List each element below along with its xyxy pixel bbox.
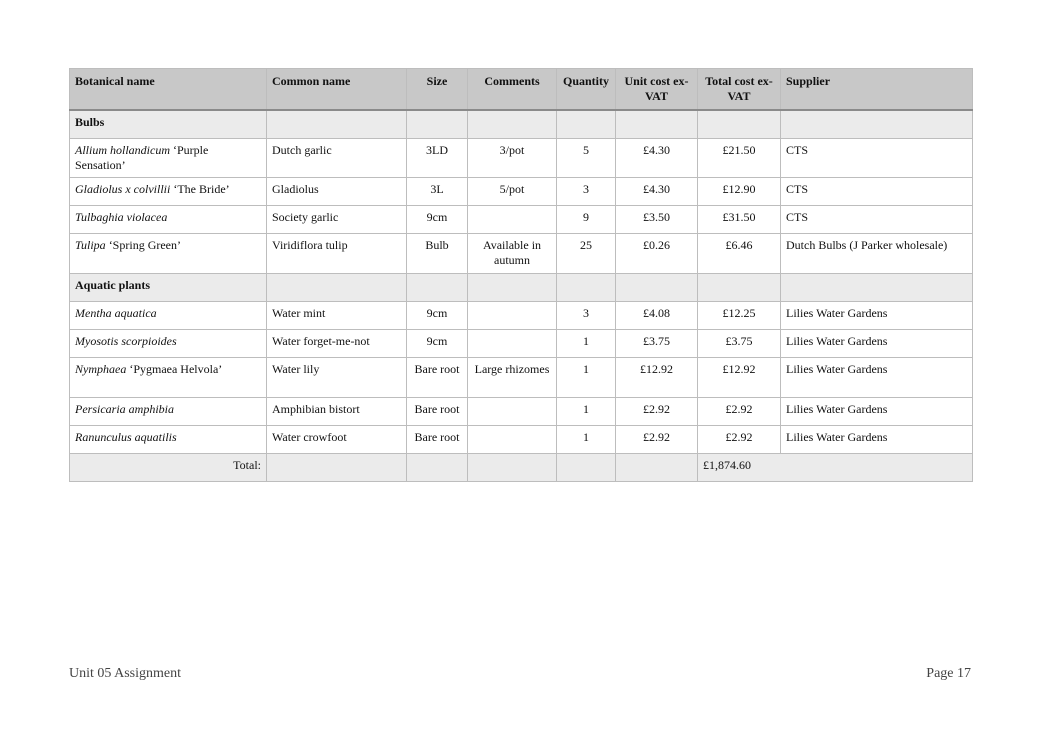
botanical-cultivar: ‘Purple Sensation’ — [75, 143, 209, 172]
section-title: Aquatic plants — [70, 274, 267, 302]
supplier-cell: Lilies Water Gardens — [781, 330, 973, 358]
section-empty-cell — [407, 110, 468, 139]
section-header-row — [70, 110, 973, 139]
section-header-row — [70, 274, 973, 302]
common-name-cell: Amphibian bistort — [267, 398, 407, 426]
col-header-supplier: Supplier — [781, 69, 973, 111]
size-cell: Bare root — [407, 426, 468, 454]
total-cost-cell: £31.50 — [698, 206, 781, 234]
botanical-name-cell — [70, 330, 267, 358]
total-cost-cell: £21.50 — [698, 139, 781, 178]
common-name-cell: Water crowfoot — [267, 426, 407, 454]
botanical-name-cell — [70, 234, 267, 274]
header-row — [70, 69, 973, 111]
total-cost-cell: £12.92 — [698, 358, 781, 398]
botanical-name-cell — [70, 139, 267, 178]
total-empty-cell — [557, 454, 616, 482]
section-empty-cell — [698, 274, 781, 302]
footer-page-number: Page 17 — [926, 666, 971, 681]
total-cost-cell: £6.46 — [698, 234, 781, 274]
section-title: Bulbs — [70, 110, 267, 139]
total-empty-cell — [468, 454, 557, 482]
total-value: £1,874.60 — [698, 454, 973, 482]
size-cell: Bulb — [407, 234, 468, 274]
botanical-cultivar: ‘Spring Green’ — [105, 238, 181, 252]
total-cost-cell: £12.90 — [698, 178, 781, 206]
botanical-name-cell — [70, 398, 267, 426]
quantity-cell: 3 — [557, 178, 616, 206]
table-row — [70, 330, 973, 358]
col-header-size: Size — [407, 69, 468, 111]
unit-cost-cell: £3.50 — [616, 206, 698, 234]
common-name-cell: Water lily — [267, 358, 407, 398]
section-empty-cell — [468, 274, 557, 302]
common-name-cell: Society garlic — [267, 206, 407, 234]
botanical-genus-species: Persicaria amphibia — [75, 402, 174, 416]
col-header-unit-cost: Unit cost ex-VAT — [616, 69, 698, 111]
total-cost-cell: £3.75 — [698, 330, 781, 358]
unit-cost-cell: £4.08 — [616, 302, 698, 330]
section-empty-cell — [267, 274, 407, 302]
comments-cell — [468, 330, 557, 358]
botanical-genus-species: Tulbaghia violacea — [75, 210, 168, 224]
botanical-name-cell — [70, 178, 267, 206]
table-row — [70, 139, 973, 178]
botanical-genus-species: Allium hollandicum — [75, 143, 170, 157]
quantity-cell: 1 — [557, 330, 616, 358]
section-empty-cell — [468, 110, 557, 139]
section-empty-cell — [616, 110, 698, 139]
section-empty-cell — [557, 274, 616, 302]
common-name-cell: Dutch garlic — [267, 139, 407, 178]
comments-cell — [468, 398, 557, 426]
botanical-name-cell — [70, 206, 267, 234]
comments-cell: 3/pot — [468, 139, 557, 178]
table-row — [70, 426, 973, 454]
col-header-comments: Comments — [468, 69, 557, 111]
botanical-genus-species: Tulipa — [75, 238, 106, 252]
size-cell: 9cm — [407, 302, 468, 330]
total-cost-cell: £2.92 — [698, 398, 781, 426]
common-name-cell: Viridiflora tulip — [267, 234, 407, 274]
unit-cost-cell: £0.26 — [616, 234, 698, 274]
supplier-cell: CTS — [781, 206, 973, 234]
total-cost-cell: £2.92 — [698, 426, 781, 454]
supplier-cell: Lilies Water Gardens — [781, 398, 973, 426]
size-cell: 3LD — [407, 139, 468, 178]
section-empty-cell — [267, 110, 407, 139]
size-cell: Bare root — [407, 398, 468, 426]
total-cost-cell: £12.25 — [698, 302, 781, 330]
botanical-genus-species: Gladiolus x colvillii — [75, 182, 171, 196]
size-cell: 3L — [407, 178, 468, 206]
botanical-cultivar: ‘Pygmaea Helvola’ — [126, 362, 223, 376]
table-row — [70, 398, 973, 426]
section-empty-cell — [616, 274, 698, 302]
plant-schedule-table — [69, 68, 973, 482]
botanical-cultivar: ‘The Bride’ — [170, 182, 230, 196]
col-header-total-cost: Total cost ex-VAT — [698, 69, 781, 111]
table-row — [70, 206, 973, 234]
botanical-genus-species: Ranunculus aquatilis — [75, 430, 177, 444]
col-header-botanical-name: Botanical name — [70, 69, 267, 111]
quantity-cell: 5 — [557, 139, 616, 178]
supplier-cell: CTS — [781, 178, 973, 206]
table-row — [70, 302, 973, 330]
comments-cell — [468, 206, 557, 234]
total-empty-cell — [616, 454, 698, 482]
supplier-cell: Lilies Water Gardens — [781, 358, 973, 398]
unit-cost-cell: £4.30 — [616, 178, 698, 206]
unit-cost-cell: £2.92 — [616, 398, 698, 426]
quantity-cell: 1 — [557, 426, 616, 454]
supplier-cell: Lilies Water Gardens — [781, 426, 973, 454]
quantity-cell: 9 — [557, 206, 616, 234]
supplier-cell: Dutch Bulbs (J Parker wholesale) — [781, 234, 973, 274]
botanical-genus-species: Nymphaea — [75, 362, 127, 376]
comments-cell — [468, 302, 557, 330]
unit-cost-cell: £12.92 — [616, 358, 698, 398]
section-empty-cell — [781, 274, 973, 302]
size-cell: 9cm — [407, 206, 468, 234]
size-cell: 9cm — [407, 330, 468, 358]
footer-document-title: Unit 05 Assignment — [69, 666, 181, 681]
common-name-cell: Gladiolus — [267, 178, 407, 206]
total-row — [70, 454, 973, 482]
table-row — [70, 178, 973, 206]
section-empty-cell — [698, 110, 781, 139]
table-row — [70, 234, 973, 274]
comments-cell: Available in autumn — [468, 234, 557, 274]
unit-cost-cell: £3.75 — [616, 330, 698, 358]
botanical-genus-species: Mentha aquatica — [75, 306, 157, 320]
botanical-genus-species: Myosotis scorpioides — [75, 334, 177, 348]
unit-cost-cell: £4.30 — [616, 139, 698, 178]
total-empty-cell — [267, 454, 407, 482]
supplier-cell: Lilies Water Gardens — [781, 302, 973, 330]
col-header-quantity: Quantity — [557, 69, 616, 111]
comments-cell: 5/pot — [468, 178, 557, 206]
comments-cell: Large rhizomes — [468, 358, 557, 398]
common-name-cell: Water mint — [267, 302, 407, 330]
unit-cost-cell: £2.92 — [616, 426, 698, 454]
total-label: Total: — [70, 454, 267, 482]
common-name-cell: Water forget-me-not — [267, 330, 407, 358]
table-body — [70, 110, 973, 454]
table-row — [70, 358, 973, 398]
quantity-cell: 1 — [557, 398, 616, 426]
size-cell: Bare root — [407, 358, 468, 398]
col-header-common-name: Common name — [267, 69, 407, 111]
comments-cell — [468, 426, 557, 454]
botanical-name-cell — [70, 426, 267, 454]
supplier-cell: CTS — [781, 139, 973, 178]
section-empty-cell — [407, 274, 468, 302]
botanical-name-cell — [70, 302, 267, 330]
section-empty-cell — [557, 110, 616, 139]
quantity-cell: 25 — [557, 234, 616, 274]
quantity-cell: 1 — [557, 358, 616, 398]
section-empty-cell — [781, 110, 973, 139]
quantity-cell: 3 — [557, 302, 616, 330]
botanical-name-cell — [70, 358, 267, 398]
total-empty-cell — [407, 454, 468, 482]
